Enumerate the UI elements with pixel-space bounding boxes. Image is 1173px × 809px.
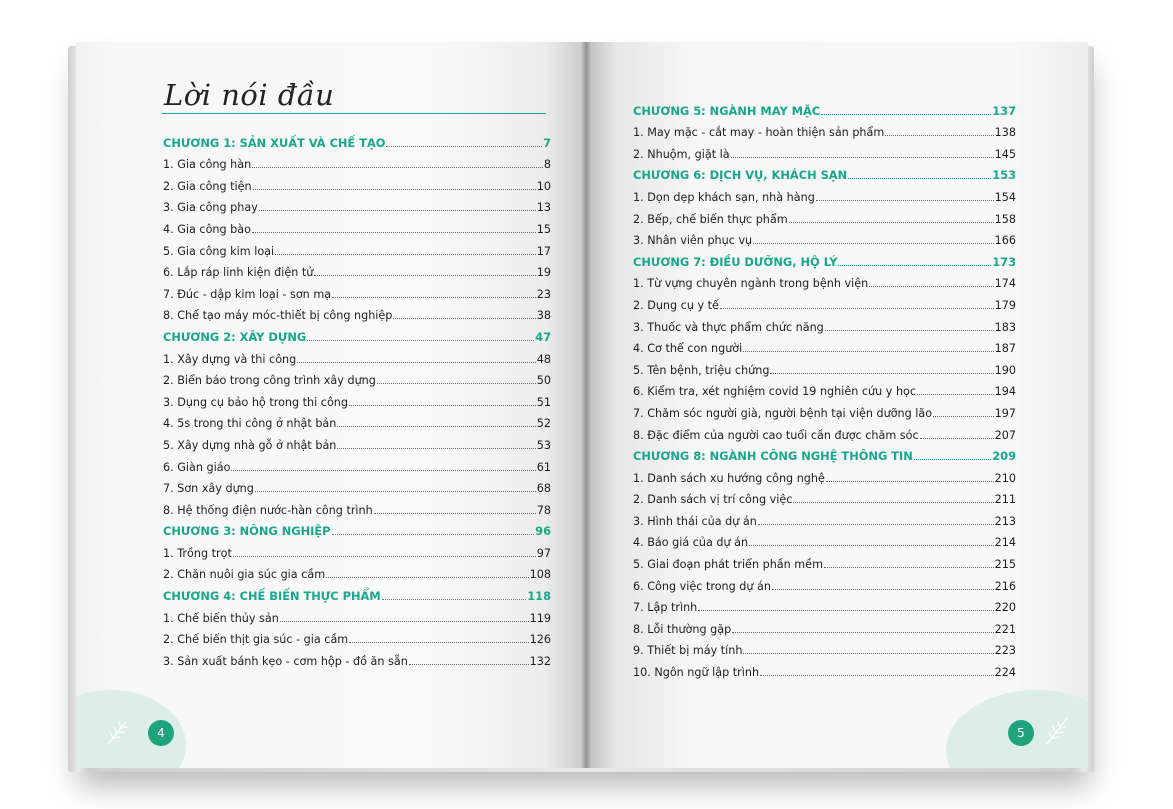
toc-entry-page-number: 216 <box>994 579 1016 593</box>
toc-entry <box>633 528 1016 550</box>
toc-entry <box>163 430 551 452</box>
toc-entry-label: 1. Từ vựng chuyên ngành trong bệnh viện <box>633 277 869 291</box>
toc-entry-page-number: 13 <box>536 201 551 215</box>
toc-entry-page-number: 214 <box>994 536 1016 550</box>
dot-leader <box>393 318 535 319</box>
toc-entry-label: 5. Xây dựng nhà gỗ ở nhật bản <box>163 438 337 452</box>
toc-entry <box>633 118 1016 140</box>
toc-entry <box>633 182 1016 204</box>
toc-entry <box>163 625 551 647</box>
dot-leader <box>332 297 536 298</box>
toc-entry-page-number: 145 <box>994 147 1016 161</box>
toc-entry-page-number: 153 <box>992 168 1016 183</box>
toc-entry-page-number: 96 <box>535 524 551 539</box>
dot-leader <box>743 653 993 654</box>
toc-chapter-heading <box>633 161 1016 183</box>
toc-entry-label: CHƯƠNG 1: SẢN XUẤT VÀ CHẾ TẠO <box>163 135 386 150</box>
toc-entry-label: 5. Giai đoạn phát triển phần mềm <box>633 558 823 572</box>
toc-entry <box>163 193 551 215</box>
toc-entry-page-number: 207 <box>994 428 1016 442</box>
toc-entry-label: 1. May mặc - cắt may - hoàn thiện sản phẩm <box>633 126 885 140</box>
dot-leader <box>838 265 991 266</box>
toc-entry-page-number: 221 <box>994 622 1016 636</box>
toc-entry-label: 8. Chế tạo máy móc-thiết bị công nghiệp <box>163 309 393 323</box>
toc-entry-label: 3. Nhân viên phục vụ <box>633 234 753 248</box>
toc-entry <box>163 452 551 474</box>
toc-entry-label: 8. Đặc điểm của người cao tuổi cần được chăm sóc <box>633 428 919 442</box>
toc-entry-label: 1. Xây dựng và thi công <box>163 352 297 366</box>
toc-entry-label: 3. Thuốc và thực phẩm chức năng <box>633 320 824 334</box>
toc-entry-label: 3. Hình thái của dự án <box>633 514 757 528</box>
dot-leader <box>337 426 535 427</box>
toc-entry-page-number: 183 <box>994 320 1016 334</box>
toc-entry-label: CHƯƠNG 5: NGÀNH MAY MẶC <box>633 103 821 118</box>
toc-entry-page-number: 15 <box>536 222 551 236</box>
toc-chapter-heading <box>163 322 551 344</box>
toc-entry-label: 3. Gia công phay <box>163 201 258 215</box>
toc-entry <box>633 636 1016 658</box>
toc-entry-page-number: 38 <box>536 309 551 323</box>
toc-entry <box>163 279 551 301</box>
toc-entry-page-number: 211 <box>994 493 1016 507</box>
toc-entry-page-number: 108 <box>529 568 551 582</box>
toc-entry-label: 2. Biển báo trong công trình xây dựng <box>163 374 376 388</box>
dot-leader <box>758 524 994 525</box>
dot-leader <box>280 621 529 622</box>
toc-entry <box>163 646 551 668</box>
toc-entry <box>633 614 1016 636</box>
toc-entry-label: 4. Báo giá của dự án <box>633 536 749 550</box>
toc-entry-page-number: 7 <box>543 135 551 150</box>
toc-entry-label: 3. Sản xuất bánh kẹo - cơm hộp - đồ ăn sẵn <box>163 654 408 668</box>
dot-leader <box>382 599 527 600</box>
toc-entry <box>633 226 1016 248</box>
dot-leader <box>825 330 994 331</box>
dot-leader <box>698 610 993 611</box>
dot-leader <box>332 534 535 535</box>
toc-entry-label: 4. 5s trong thi công ở nhật bản <box>163 417 337 431</box>
dot-leader <box>885 135 993 136</box>
toc-entry-page-number: 224 <box>994 666 1016 680</box>
toc-entry-label: 2. Nhuộm, giặt là <box>633 147 730 161</box>
dot-leader <box>760 675 994 676</box>
toc-entry-page-number: 173 <box>992 254 1016 269</box>
toc-chapter-heading <box>163 128 551 150</box>
toc-entry <box>633 398 1016 420</box>
toc-entry-label: 3. Dụng cụ bảo hộ trong thi công <box>163 395 348 409</box>
right-page <box>586 42 1088 768</box>
toc-entry-page-number: 50 <box>536 374 551 388</box>
toc-entry-page-number: 215 <box>994 558 1016 572</box>
dot-leader <box>349 405 536 406</box>
dot-leader <box>252 232 536 233</box>
toc-entry-label: CHƯƠNG 8: NGÀNH CÔNG NGHỆ THÔNG TIN <box>633 449 913 464</box>
toc-entry <box>633 204 1016 226</box>
dot-leader <box>917 394 994 395</box>
dot-leader <box>732 632 993 633</box>
dot-leader <box>349 642 528 643</box>
leaf-icon <box>104 714 138 748</box>
toc-entry-label: 2. Dụng cụ y tế <box>633 298 719 312</box>
toc-entry-page-number: 10 <box>536 179 551 193</box>
table-of-contents-left <box>163 128 551 668</box>
dot-leader <box>753 243 993 244</box>
toc-entry <box>633 355 1016 377</box>
toc-entry-page-number: 190 <box>994 363 1016 377</box>
toc-entry-page-number: 61 <box>536 460 551 474</box>
toc-entry <box>163 171 551 193</box>
toc-entry-page-number: 118 <box>527 589 551 604</box>
toc-entry-label: 1. Danh sách xu hướng công nghệ <box>633 471 825 485</box>
dot-leader <box>337 448 535 449</box>
toc-chapter-heading <box>633 442 1016 464</box>
toc-entry <box>163 538 551 560</box>
toc-entry-label: 4. Gia công bào <box>163 222 251 236</box>
toc-chapter-heading <box>633 96 1016 118</box>
dot-leader <box>255 491 536 492</box>
dot-leader <box>374 513 536 514</box>
toc-entry <box>163 214 551 236</box>
toc-entry <box>633 420 1016 442</box>
toc-entry-page-number: 158 <box>994 212 1016 226</box>
toc-entry <box>633 377 1016 399</box>
toc-entry-page-number: 194 <box>994 385 1016 399</box>
toc-entry-page-number: 23 <box>536 287 551 301</box>
toc-entry-page-number: 53 <box>536 438 551 452</box>
toc-entry-label: 2. Danh sách vị trí công việc <box>633 493 793 507</box>
page-title: Lời nói đầu <box>164 78 335 112</box>
dot-leader <box>848 178 991 179</box>
toc-entry-label: 1. Gia công hàn <box>163 158 252 172</box>
toc-entry-page-number: 174 <box>994 277 1016 291</box>
toc-entry-label: 1. Chế biến thủy sản <box>163 611 279 625</box>
toc-entry-page-number: 51 <box>536 395 551 409</box>
dot-leader <box>253 189 536 190</box>
table-of-contents-right <box>633 96 1016 679</box>
toc-entry-label: 8. Hệ thống điện nước-hàn công trình <box>163 503 373 517</box>
left-page <box>76 42 586 768</box>
toc-entry-page-number: 209 <box>992 449 1016 464</box>
toc-entry-label: 5. Tên bệnh, triệu chứng <box>633 363 770 377</box>
page-number-badge: 4 <box>148 720 174 746</box>
dot-leader <box>772 589 994 590</box>
toc-entry <box>163 150 551 172</box>
toc-entry-page-number: 19 <box>536 266 551 280</box>
toc-entry <box>633 334 1016 356</box>
toc-entry-page-number: 97 <box>536 546 551 560</box>
toc-entry-page-number: 166 <box>994 234 1016 248</box>
toc-entry-page-number: 213 <box>994 514 1016 528</box>
toc-chapter-heading <box>633 247 1016 269</box>
toc-entry-page-number: 179 <box>994 298 1016 312</box>
toc-entry <box>633 139 1016 161</box>
dot-leader <box>252 167 543 168</box>
toc-entry-page-number: 210 <box>994 471 1016 485</box>
dot-leader <box>307 340 534 341</box>
toc-entry <box>163 409 551 431</box>
dot-leader <box>920 438 994 439</box>
toc-entry-page-number: 197 <box>994 406 1016 420</box>
dot-leader <box>793 502 993 503</box>
toc-entry <box>163 495 551 517</box>
dot-leader <box>731 157 994 158</box>
page-number-badge: 5 <box>1008 720 1034 746</box>
dot-leader <box>914 459 991 460</box>
toc-entry-label: 4. Cơ thể con người <box>633 342 743 356</box>
toc-entry <box>163 387 551 409</box>
dot-leader <box>933 416 994 417</box>
toc-entry-label: CHƯƠNG 6: DỊCH VỤ, KHÁCH SẠN <box>633 168 848 183</box>
dot-leader <box>770 373 993 374</box>
dot-leader <box>386 146 542 147</box>
toc-entry-page-number: 132 <box>529 654 551 668</box>
toc-entry-page-number: 119 <box>529 611 551 625</box>
dot-leader <box>826 481 994 482</box>
toc-entry-label: CHƯƠNG 7: ĐIỀU DƯỠNG, HỘ LÝ <box>633 254 838 269</box>
title-divider <box>162 113 546 114</box>
toc-entry <box>633 571 1016 593</box>
toc-entry <box>163 366 551 388</box>
toc-entry <box>163 301 551 323</box>
toc-entry-label: 10. Ngôn ngữ lập trình <box>633 666 760 680</box>
toc-entry-label: 9. Thiết bị máy tính <box>633 644 743 658</box>
toc-entry-label: 7. Sơn xây dựng <box>163 482 254 496</box>
toc-entry-label: 7. Đúc - dập kim loại - sơn mạ <box>163 287 332 301</box>
toc-entry <box>163 236 551 258</box>
toc-entry-label: 1. Dọn dẹp khách sạn, nhà hàng <box>633 190 815 204</box>
toc-entry-page-number: 154 <box>994 190 1016 204</box>
dot-leader <box>314 275 535 276</box>
dot-leader <box>297 362 536 363</box>
toc-entry-page-number: 220 <box>994 601 1016 615</box>
toc-entry-label: 6. Lắp ráp linh kiện điện tử <box>163 266 314 280</box>
toc-entry-label: 7. Lập trình <box>633 601 698 615</box>
toc-entry <box>633 657 1016 679</box>
dot-leader <box>749 545 994 546</box>
dot-leader <box>275 254 536 255</box>
toc-entry <box>633 506 1016 528</box>
toc-entry-label: 6. Kiểm tra, xét nghiệm covid 19 nghiên cứu y học <box>633 385 917 399</box>
dot-leader <box>377 383 536 384</box>
toc-entry <box>633 312 1016 334</box>
toc-chapter-heading <box>163 581 551 603</box>
dot-leader <box>231 470 535 471</box>
toc-entry-label: 2. Chế biến thịt gia súc - gia cầm <box>163 633 349 647</box>
toc-entry-page-number: 52 <box>536 417 551 431</box>
toc-entry <box>633 269 1016 291</box>
dot-leader <box>259 210 536 211</box>
dot-leader <box>743 351 993 352</box>
toc-entry-page-number: 137 <box>992 103 1016 118</box>
toc-entry <box>633 290 1016 312</box>
dot-leader <box>720 308 994 309</box>
toc-entry-page-number: 138 <box>994 126 1016 140</box>
book-spine <box>581 42 591 768</box>
toc-entry-label: 1. Trồng trọt <box>163 546 232 560</box>
toc-entry-label: 5. Gia công kim loại <box>163 244 275 258</box>
toc-entry <box>633 593 1016 615</box>
leaf-icon <box>1041 712 1077 748</box>
toc-entry-page-number: 17 <box>536 244 551 258</box>
toc-entry <box>163 474 551 496</box>
toc-entry-label: 6. Công việc trong dự án <box>633 579 771 593</box>
toc-entry-label: CHƯƠNG 3: NÔNG NGHIỆP <box>163 524 331 539</box>
toc-entry-label: 8. Lỗi thường gặp <box>633 622 732 636</box>
toc-entry-page-number: 223 <box>994 644 1016 658</box>
toc-entry-page-number: 187 <box>994 342 1016 356</box>
toc-entry <box>163 258 551 280</box>
toc-entry-label: 2. Chăn nuôi gia súc gia cầm <box>163 568 326 582</box>
toc-entry-label: 2. Bếp, chế biến thực phẩm <box>633 212 788 226</box>
toc-entry <box>633 463 1016 485</box>
dot-leader <box>326 577 529 578</box>
toc-entry-page-number: 8 <box>543 158 551 172</box>
toc-entry-label: 2. Gia công tiện <box>163 179 252 193</box>
toc-entry-label: 7. Chăm sóc người già, người bệnh tại viện dưỡng lão <box>633 406 933 420</box>
toc-entry-label: CHƯƠNG 2: XÂY DỰNG <box>163 329 307 344</box>
toc-entry-page-number: 47 <box>535 329 551 344</box>
toc-chapter-heading <box>163 517 551 539</box>
toc-entry-page-number: 48 <box>536 352 551 366</box>
toc-entry <box>163 603 551 625</box>
dot-leader <box>824 567 994 568</box>
toc-entry-page-number: 126 <box>529 633 551 647</box>
dot-leader <box>816 200 994 201</box>
dot-leader <box>409 664 529 665</box>
toc-entry-page-number: 78 <box>536 503 551 517</box>
dot-leader <box>233 556 536 557</box>
toc-entry-label: CHƯƠNG 4: CHẾ BIẾN THỰC PHẨM <box>163 589 381 604</box>
toc-entry <box>163 560 551 582</box>
dot-leader <box>821 114 991 115</box>
dot-leader <box>789 222 994 223</box>
toc-entry-page-number: 68 <box>536 482 551 496</box>
dot-leader <box>869 286 993 287</box>
toc-entry-label: 6. Giàn giáo <box>163 460 231 474</box>
toc-entry <box>633 549 1016 571</box>
toc-entry <box>163 344 551 366</box>
toc-entry <box>633 485 1016 507</box>
